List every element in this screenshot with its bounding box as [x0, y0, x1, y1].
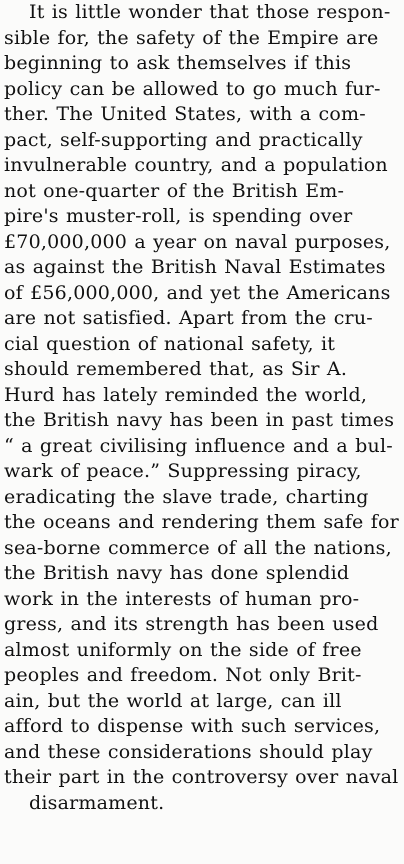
article-line: pire's muster-roll, is spending over: [4, 205, 353, 227]
article-line: ther. The United States, with a com-: [4, 103, 366, 125]
article-line: disarmament.: [29, 791, 165, 814]
article-line: peoples and freedom. Not only Brit-: [4, 664, 362, 686]
article-line: “ a great civilising influence and a bul-: [4, 434, 393, 457]
article-column: [4, 0, 404, 816]
article-line: policy can be allowed to go much fur-: [4, 77, 381, 100]
article-line: the oceans and rendering them safe for: [4, 511, 399, 533]
article-line: as against the British Naval Estimates: [4, 256, 386, 278]
article-line: work in the interests of human pro-: [4, 587, 360, 610]
article-line: sible for, the safety of the Empire are: [4, 26, 379, 49]
article-line: the British navy has been in past times: [4, 409, 395, 431]
article-line: Hurd has lately reminded the world,: [4, 383, 368, 406]
article-line: of £56,000,000, and yet the Americans: [4, 281, 391, 304]
article-line: are not satisfied. Apart from the cru-: [4, 307, 373, 329]
article-line: and these considerations should play: [4, 740, 373, 763]
article-line: ain, but the world at large, can ill: [4, 689, 342, 712]
article-line: It is little wonder that those respon-: [29, 1, 391, 23]
article-line: pact, self-supporting and practically: [4, 128, 363, 151]
article-line: beginning to ask themselves if this: [4, 52, 352, 74]
article-line: their part in the controversy over naval: [4, 766, 399, 788]
article-line: £70,000,000 a year on naval purposes,: [4, 230, 391, 253]
article-line: should remembered that, as Sir A.: [4, 358, 348, 380]
article-line: invulnerable country, and a population: [4, 154, 388, 176]
article-line: gress, and its strength has been used: [4, 613, 379, 635]
article-line: eradicating the slave trade, charting: [4, 485, 369, 508]
article-line: afford to dispense with such services,: [4, 715, 381, 737]
article-line: almost uniformly on the side of free: [4, 638, 362, 661]
article-line: not one-quarter of the British Em-: [4, 179, 345, 202]
article-line: wark of peace.” Suppressing piracy,: [4, 460, 362, 482]
article-line: the British navy has done splendid: [4, 562, 350, 584]
article-line: cial question of national safety, it: [4, 332, 336, 355]
article-line: sea-borne commerce of all the nations,: [4, 536, 392, 559]
